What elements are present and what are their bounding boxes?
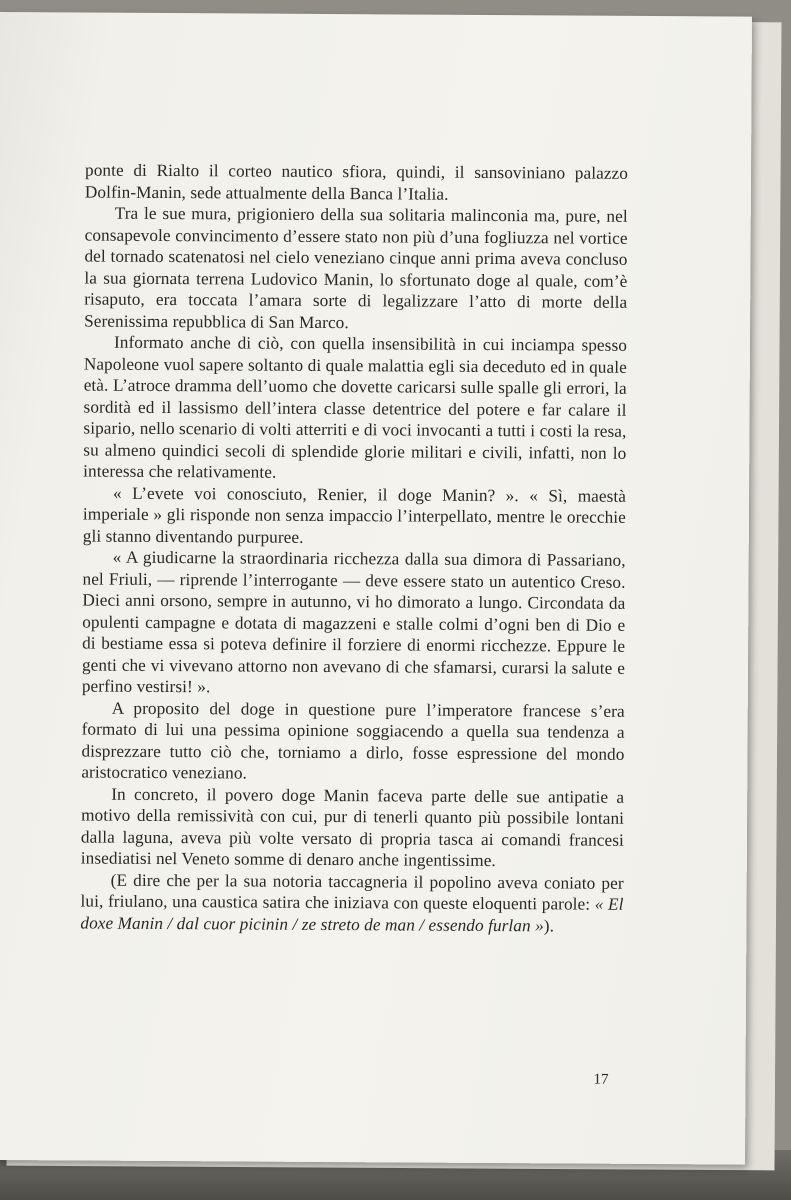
paragraph-1: ponte di Rialto il corteo nautico sfiora, quindi, il sansoviniano palazzo Dolfin-Manin, sede attualmente della Banca l’Italia. (84, 160, 629, 204)
paragraph-8-end: ). (543, 915, 555, 935)
paragraph-3: Informato anche di ciò, con quella insensibilità in cui inciampa spesso Napoleone vuol sapere soltanto di quale malattia egli sia deceduto ed in quale età. L’atroce dramma dell’uomo che dovette caricarsi sulle spalle gli errori, la sordità ed il lassismo dell’intera classe detentrice del potere e far calare il sipario, nello scenario di volti atterriti e di voci invocanti a tutti i costi la resa, su almeno quindici secoli di splendide glorie militari e civili, infatti, non lo interessa che relativamente. (83, 332, 628, 482)
paragraph-2: Tra le sue mura, prigioniero della sua solitaria malinconia ma, pure, nel consapevole convincimento d’essere stato non più d’una fogliuzza nel vortice del tornado scatenatosi nel cielo veneziano cinque anni prima aveva concluso la sua giornata terrena Ludovico Manin, lo sfortunato doge al quale, com’è risaputo, era toccata l’amara sorte di legalizzare l’atto di morte della Serenissima repubblica di San Marco. (84, 203, 628, 332)
book-page (0, 12, 752, 1165)
paragraph-4: « L’evete voi conosciuto, Renier, il doge Manin? ». « Sì, maestà imperiale » gli risponde non senza impaccio l’interpellato, mentre le orecchie gli stanno diventando purpuree. (82, 483, 627, 547)
paragraph-8-text: (E dire che per la sua notoria taccagneria il popolino aveva coniato per lui, friulano, una caustica satira che iniziava con queste eloquenti parole: (80, 870, 624, 914)
paragraph-7: In concreto, il povero doge Manin faceva parte delle sue antipatie a motivo della remissività con cui, pur di tenerli quanto più possibile lontani dalla laguna, aveva più volte versato di propria tasca ai comandi francesi insediatisi nel Veneto somme di denaro anche ingentissime. (80, 784, 625, 871)
paragraph-8 (80, 869, 623, 937)
paragraph-5: « A giudicarne la straordinaria ricchezza dalla sua dimora di Passariano, nel Friuli, — riprende l’interrogante — deve essere stato un autentico Creso. Dieci anni orsono, sempre in autunno, vi ho dimorato a lungo. Circondata da opulenti campagne e dotata di magazzeni e stalle colmi d’ogni ben di Dio e di bestiame essa si poteva definire il forziere di enormi ricchezze. Eppure le genti che vi vivevano attorno non avevano di che sfamarsi, curarsi la salute e perfino vestirsi! ». (81, 547, 626, 697)
paragraph-6: A proposito del doge in questione pure l’imperatore francese s’era formato di lui una pessima opinione soggiacendo a quella sua tendenza a disprezzare tutto ciò che, torniamo a dirlo, fosse espressione del mondo aristocratico veneziano. (81, 698, 625, 783)
page-number: 17 (593, 1071, 609, 1088)
body-text (80, 160, 628, 937)
satire-quote: « El doxe Manin / dal cuor picinin / ze streto de man / essendo furlan » (80, 894, 624, 935)
